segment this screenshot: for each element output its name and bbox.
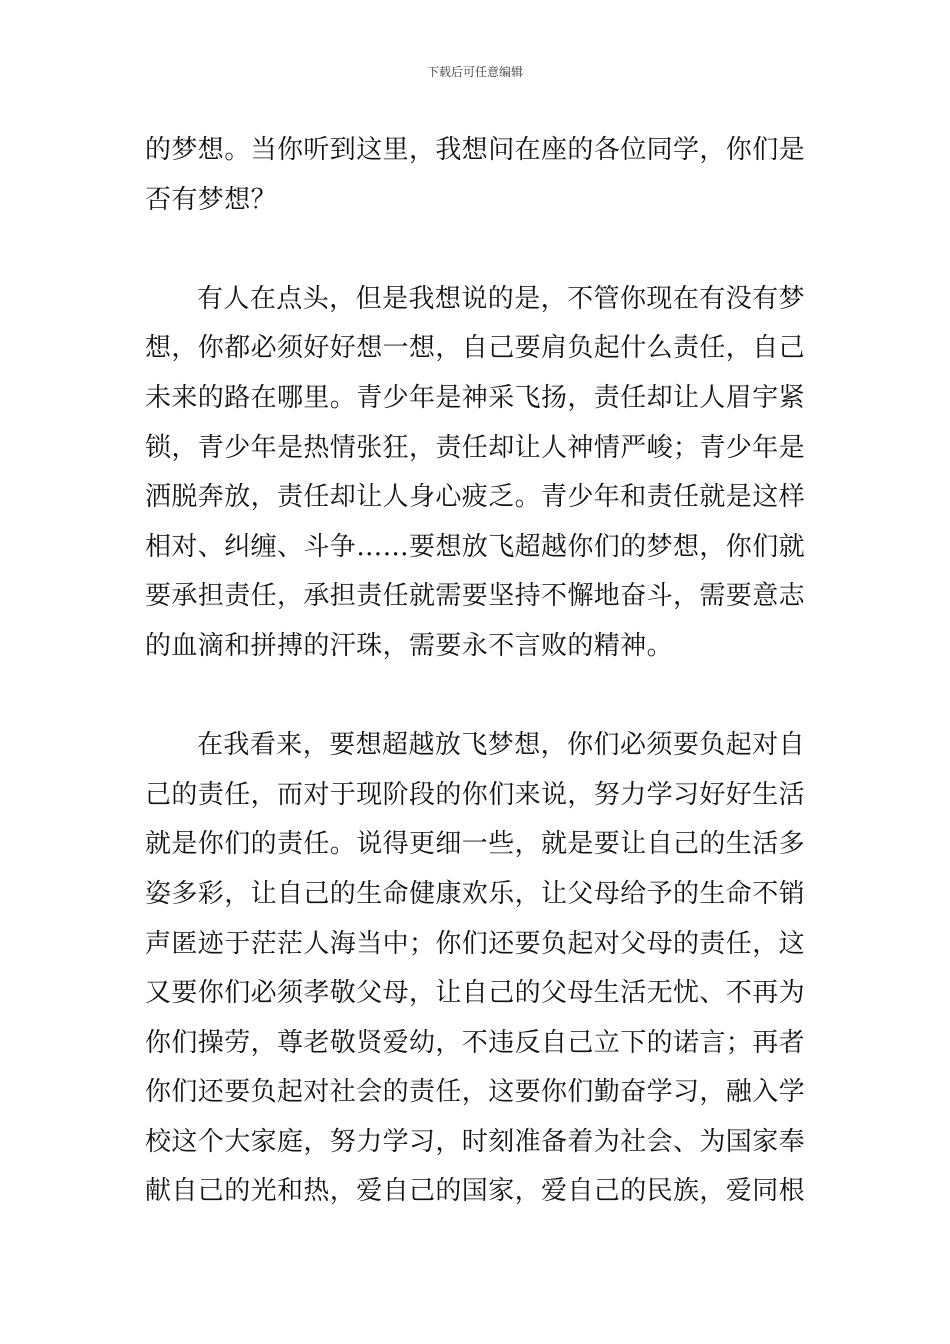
text-line: 锁，青少年是热情张狂，责任却让人神情严峻；青少年是 <box>145 432 805 463</box>
text-line: 声匿迹于茫茫人海当中；你们还要负起对父母的责任，这 <box>145 928 805 959</box>
text-line: 就是你们的责任。说得更细一些，就是要让自己的生活多 <box>145 829 805 860</box>
text-line: 姿多彩，让自己的生命健康欢乐，让父母给予的生命不销 <box>145 878 805 909</box>
text-line: 想，你都必须好好想一想，自己要肩负起什么责任，自己 <box>145 333 805 364</box>
text-line: 校这个大家庭，努力学习，时刻准备着为社会、为国家奉 <box>145 1126 805 1157</box>
text-line: 在我看来，要想超越放飞梦想，你们必须要负起对自 <box>197 730 805 761</box>
text-line: 有人在点头，但是我想说的是，不管你现在有没有梦 <box>197 283 805 314</box>
paragraph-3 <box>145 721 805 1217</box>
text-line: 的血滴和拼搏的汗珠，需要永不言败的精神。 <box>145 630 674 661</box>
text-line: 未来的路在哪里。青少年是神采飞扬，责任却让人眉宇紧 <box>145 382 805 413</box>
text-line: 你们操劳，尊老敬贤爱幼，不违反自己立下的诺言；再者 <box>145 1027 805 1058</box>
text-line: 献自己的光和热，爱自己的国家，爱自己的民族，爱同根 <box>145 1176 805 1207</box>
text-line: 相对、纠缠、斗争……要想放飞超越你们的梦想，你们就 <box>145 531 805 562</box>
page-header: 下载后可任意编辑 <box>426 65 523 79</box>
paragraph-1 <box>145 126 805 225</box>
paragraph-gap <box>145 672 805 722</box>
document-body <box>145 126 805 1217</box>
text-line: 否有梦想？ <box>145 184 278 215</box>
paragraph-2 <box>145 275 805 672</box>
text-line: 你们还要负起对社会的责任，这要你们勤奋学习，融入学 <box>145 1077 805 1108</box>
text-line: 要承担责任，承担责任就需要坚持不懈地奋斗，需要意志 <box>145 581 805 612</box>
text-line: 洒脱奔放，责任却让人身心疲乏。青少年和责任就是这样 <box>145 482 805 513</box>
text-line: 的梦想。当你听到这里，我想问在座的各位同学，你们是 <box>145 135 805 165</box>
paragraph-gap <box>145 225 805 275</box>
text-line: 己的责任，而对于现阶段的你们来说，努力学习好好生活 <box>145 779 805 810</box>
text-line: 又要你们必须孝敬父母，让自己的父母生活无忧、不再为 <box>145 978 805 1009</box>
